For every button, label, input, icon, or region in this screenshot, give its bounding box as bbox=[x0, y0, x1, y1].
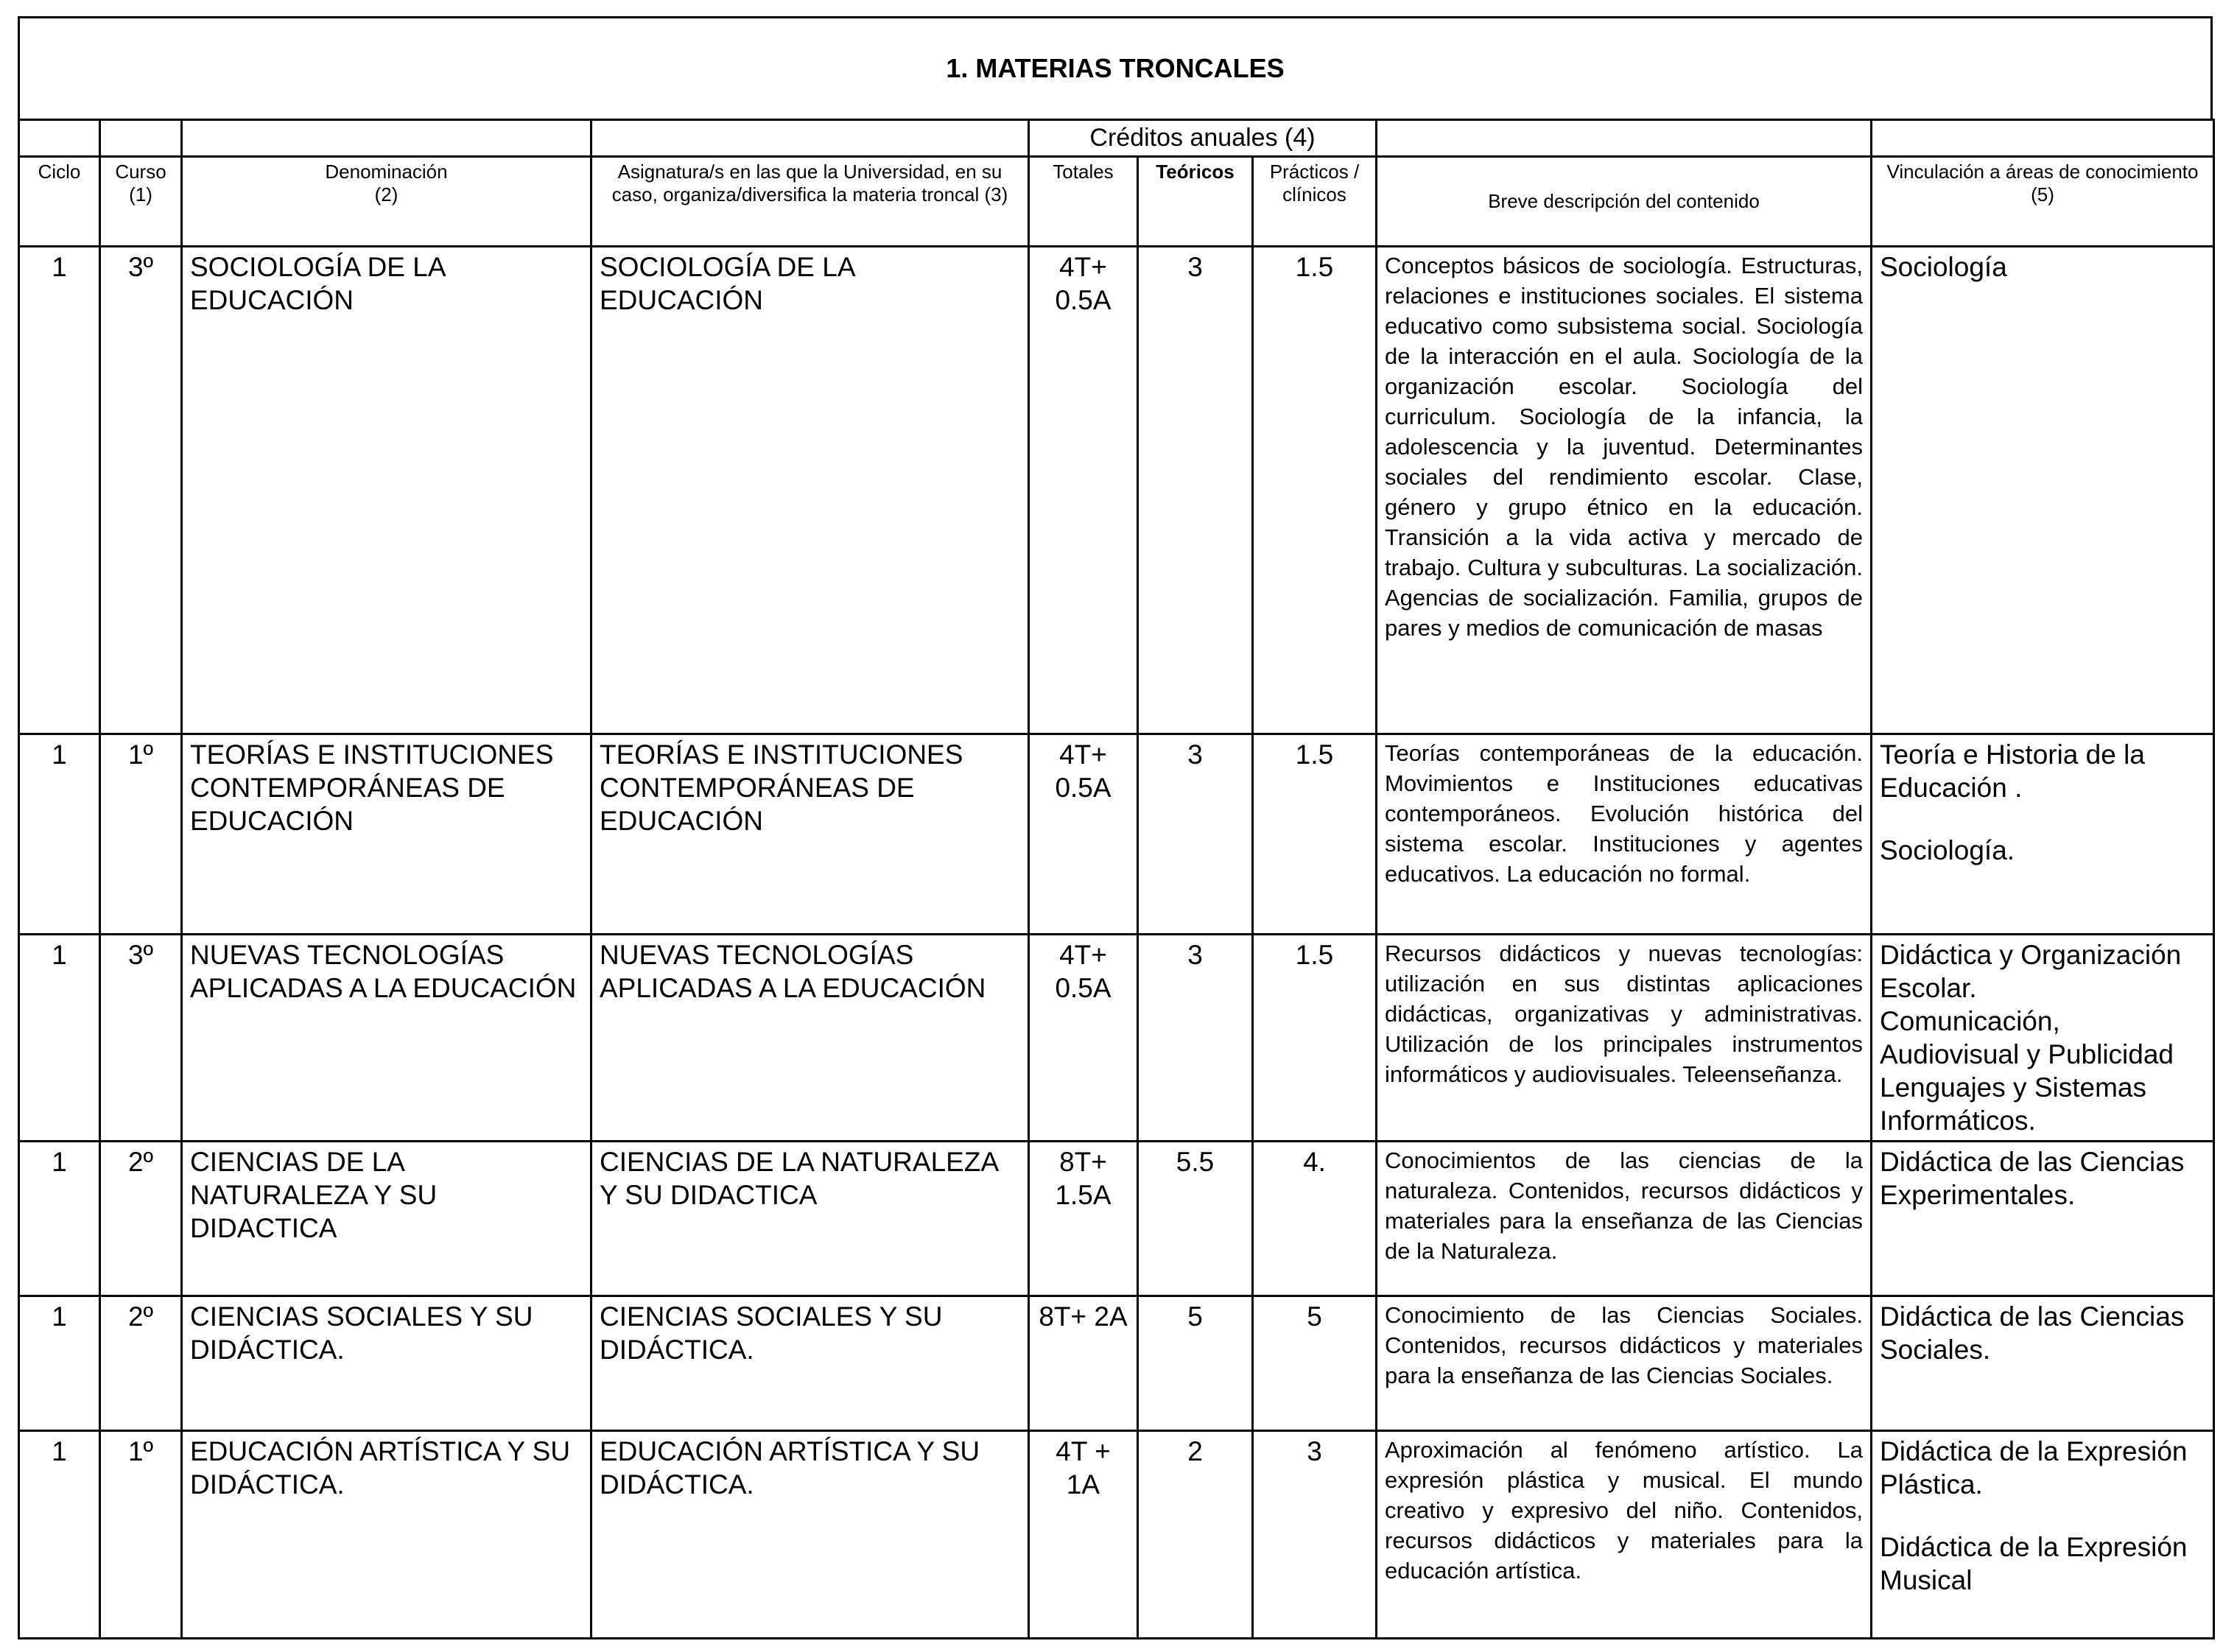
vinculacion-area: Didáctica de la Expresión Plástica. bbox=[1880, 1436, 2188, 1500]
asignatura-cell: TEORÍAS E INSTITUCIONES CONTEMPORÁNEAS DE EDUCACIÓN bbox=[591, 734, 1029, 935]
ciclo-cell: 1 bbox=[19, 1142, 100, 1296]
asignatura-cell: EDUCACIÓN ARTÍSTICA Y SU DIDÁCTICA. bbox=[591, 1431, 1029, 1639]
vinculacion-cell bbox=[1872, 734, 2214, 935]
curso-header bbox=[100, 157, 182, 247]
denominacion-cell: EDUCACIÓN ARTÍSTICA Y SU DIDÁCTICA. bbox=[182, 1431, 591, 1639]
vinculacion-area bbox=[1880, 804, 2205, 834]
vinculacion-header: Vinculación a áreas de conocimiento (5) bbox=[1872, 157, 2214, 247]
curso-cell: 2º bbox=[100, 1296, 182, 1431]
spacer-cell bbox=[1872, 120, 2214, 157]
denominacion-cell: TEORÍAS E INSTITUCIONES CONTEMPORÁNEAS DE EDUCACIÓN bbox=[182, 734, 591, 935]
denominacion-cell: CIENCIAS SOCIALES Y SU DIDÁCTICA. bbox=[182, 1296, 591, 1431]
table-row bbox=[19, 734, 2214, 935]
header-row-top bbox=[19, 120, 2214, 157]
practicos-cell: 1.5 bbox=[1253, 734, 1377, 935]
creditos-header: Créditos anuales (4) bbox=[1029, 120, 1377, 157]
descripcion-header: Breve descripción del contenido bbox=[1377, 157, 1872, 247]
curso-cell: 3º bbox=[100, 247, 182, 734]
table-row bbox=[19, 1431, 2214, 1639]
ciclo-header: Ciclo bbox=[19, 157, 100, 247]
totales-cell: 4T + 1A bbox=[1029, 1431, 1138, 1639]
spacer-cell bbox=[591, 120, 1029, 157]
teoricos-cell: 5.5 bbox=[1138, 1142, 1253, 1296]
descripcion-cell: Conceptos básicos de sociología. Estructuras, relaciones e instituciones sociales. El sistema educativo como subsistema social. Sociología de la interacción en el aula. Sociología de la organización escolar. Sociología del curriculum. Sociología de la infancia, la adolescencia y la juventud. Determinantes sociales del rendimiento escolar. Clase, género y grupo étnico en la educación. Transición a la vida activa y mercado de trabajo. Cultura y subculturas. La socialización. Agencias de socialización. Familia, grupos de pares y medios de comunicación de masas bbox=[1377, 247, 1872, 734]
teoricos-cell: 2 bbox=[1138, 1431, 1253, 1639]
descripcion-cell: Aproximación al fenómeno artístico. La expresión plástica y musical. El mundo creativo y expresivo del niño. Contenidos, recursos didácticos y materiales para la educación artística. bbox=[1377, 1431, 1872, 1639]
totales-header: Totales bbox=[1029, 157, 1138, 247]
asignatura-cell: SOCIOLOGÍA DE LA EDUCACIÓN bbox=[591, 247, 1029, 734]
teoricos-header: Teóricos bbox=[1138, 157, 1253, 247]
vinculacion-area: Sociología bbox=[1880, 252, 2007, 282]
asignatura-header: Asignatura/s en las que la Universidad, en su caso, organiza/diversifica la materia troncal (3) bbox=[591, 157, 1029, 247]
totales-cell: 8T+ 2A bbox=[1029, 1296, 1138, 1431]
curso-cell: 3º bbox=[100, 935, 182, 1142]
vinculacion-cell bbox=[1872, 1142, 2214, 1296]
denominacion-header-label: Denominación bbox=[325, 161, 448, 183]
curso-cell: 1º bbox=[100, 734, 182, 935]
totales-cell: 4T+ 0.5A bbox=[1029, 247, 1138, 734]
asignatura-cell: NUEVAS TECNOLOGÍAS APLICADAS A LA EDUCACIÓN bbox=[591, 935, 1029, 1142]
practicos-cell: 4. bbox=[1253, 1142, 1377, 1296]
table-row bbox=[19, 1142, 2214, 1296]
page-title: 1. MATERIAS TRONCALES bbox=[18, 16, 2213, 119]
denominacion-cell: CIENCIAS DE LA NATURALEZA Y SU DIDACTICA bbox=[182, 1142, 591, 1296]
totales-cell: 8T+ 1.5A bbox=[1029, 1142, 1138, 1296]
vinculacion-area bbox=[1880, 1501, 2205, 1530]
ciclo-cell: 1 bbox=[19, 734, 100, 935]
table-body bbox=[19, 247, 2214, 1639]
teoricos-cell: 3 bbox=[1138, 935, 1253, 1142]
vinculacion-area: Didáctica y Organización Escolar. bbox=[1880, 940, 2182, 1003]
curso-cell: 2º bbox=[100, 1142, 182, 1296]
vinculacion-cell bbox=[1872, 247, 2214, 734]
vinculacion-area: Sociología. bbox=[1880, 835, 2015, 865]
spacer-cell bbox=[1377, 120, 1872, 157]
teoricos-cell: 5 bbox=[1138, 1296, 1253, 1431]
descripcion-cell: Recursos didácticos y nuevas tecnologías: utilización en sus distintas aplicaciones didácticas, organizativas y administrativas. Utilización de los principales instrumentos informáticos y audiovisuales. Teleenseñanza. bbox=[1377, 935, 1872, 1142]
table-row bbox=[19, 935, 2214, 1142]
curso-cell: 1º bbox=[100, 1431, 182, 1639]
vinculacion-area: Lenguajes y Sistemas Informáticos. bbox=[1880, 1072, 2146, 1136]
vinculacion-cell bbox=[1872, 935, 2214, 1142]
vinculacion-area: Didáctica de las Ciencias Sociales. bbox=[1880, 1301, 2185, 1365]
practicos-header: Prácticos / clínicos bbox=[1253, 157, 1377, 247]
vinculacion-area: Didáctica de la Expresión Musical bbox=[1880, 1532, 2188, 1595]
vinculacion-area: Teoría e Historia de la Educación . bbox=[1880, 739, 2145, 803]
vinculacion-cell bbox=[1872, 1431, 2214, 1639]
vinculacion-area: Comunicación, Audiovisual y Publicidad bbox=[1880, 1006, 2174, 1069]
denominacion-header bbox=[182, 157, 591, 247]
spacer-cell bbox=[19, 120, 100, 157]
vinculacion-cell bbox=[1872, 1296, 2214, 1431]
vinculacion-area: Didáctica de las Ciencias Experimentales. bbox=[1880, 1147, 2185, 1210]
descripcion-cell: Conocimiento de las Ciencias Sociales. Contenidos, recursos didácticos y materiales para la enseñanza de las Ciencias Sociales. bbox=[1377, 1296, 1872, 1431]
curso-header-label: Curso bbox=[115, 161, 166, 183]
practicos-cell: 1.5 bbox=[1253, 247, 1377, 734]
totales-cell: 4T+ 0.5A bbox=[1029, 734, 1138, 935]
document bbox=[18, 16, 2213, 1639]
spacer-cell bbox=[100, 120, 182, 157]
practicos-cell: 3 bbox=[1253, 1431, 1377, 1639]
ciclo-cell: 1 bbox=[19, 1296, 100, 1431]
practicos-cell: 1.5 bbox=[1253, 935, 1377, 1142]
table-row bbox=[19, 1296, 2214, 1431]
teoricos-cell: 3 bbox=[1138, 734, 1253, 935]
ciclo-cell: 1 bbox=[19, 1431, 100, 1639]
curso-header-note: (1) bbox=[129, 183, 152, 205]
ciclo-cell: 1 bbox=[19, 935, 100, 1142]
descripcion-cell: Conocimientos de las ciencias de la naturaleza. Contenidos, recursos didácticos y materiales para la enseñanza de las Ciencias de la Naturaleza. bbox=[1377, 1142, 1872, 1296]
denominacion-cell: SOCIOLOGÍA DE LA EDUCACIÓN bbox=[182, 247, 591, 734]
descripcion-cell: Teorías contemporáneas de la educación. Movimientos e Instituciones educativas contemporáneos. Evolución histórica del sistema escolar. Instituciones y agentes educativos. La educación no formal. bbox=[1377, 734, 1872, 935]
denominacion-cell: NUEVAS TECNOLOGÍAS APLICADAS A LA EDUCACIÓN bbox=[182, 935, 591, 1142]
materias-table bbox=[18, 119, 2215, 1639]
practicos-cell: 5 bbox=[1253, 1296, 1377, 1431]
asignatura-cell: CIENCIAS DE LA NATURALEZA Y SU DIDACTICA bbox=[591, 1142, 1029, 1296]
ciclo-cell: 1 bbox=[19, 247, 100, 734]
denominacion-header-note: (2) bbox=[374, 183, 398, 205]
spacer-cell bbox=[182, 120, 591, 157]
asignatura-cell: CIENCIAS SOCIALES Y SU DIDÁCTICA. bbox=[591, 1296, 1029, 1431]
teoricos-cell: 3 bbox=[1138, 247, 1253, 734]
totales-cell: 4T+ 0.5A bbox=[1029, 935, 1138, 1142]
table-row bbox=[19, 247, 2214, 734]
header-row bbox=[19, 157, 2214, 247]
